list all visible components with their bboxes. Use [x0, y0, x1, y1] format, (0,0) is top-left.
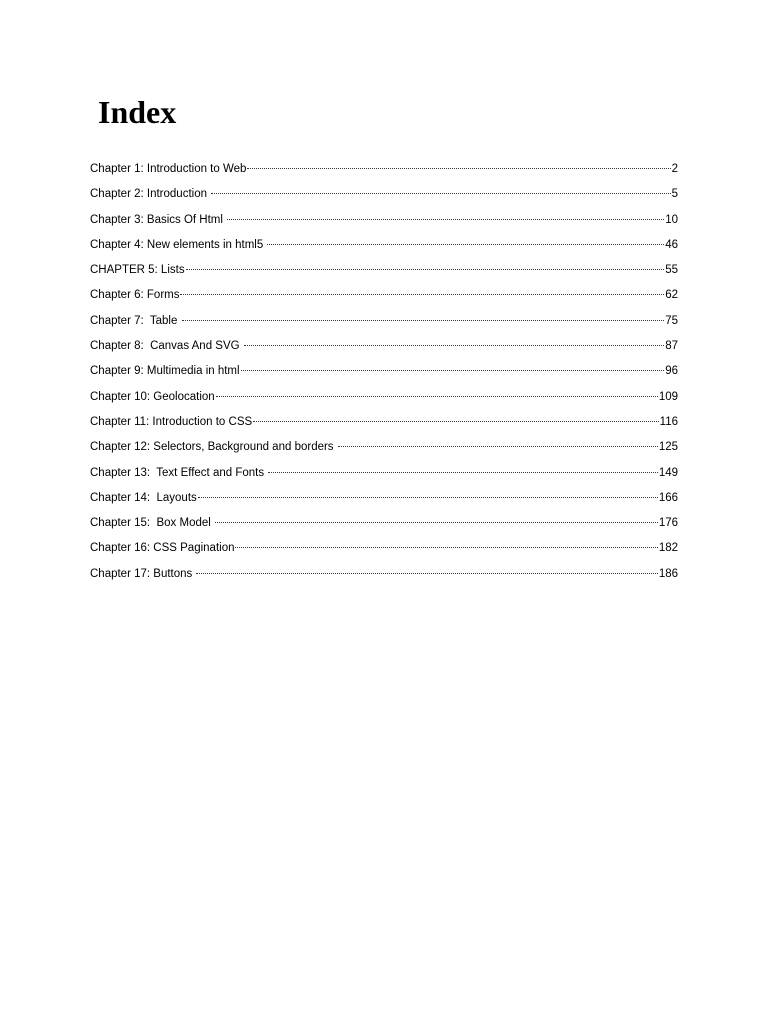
dot-leader — [186, 268, 665, 270]
toc-entry-page-number: 96 — [665, 365, 678, 378]
toc-entry-label: Chapter 14: Layouts — [90, 491, 197, 504]
toc-entry-label: Chapter 7: Table — [90, 314, 181, 327]
toc-entry — [90, 538, 678, 563]
dot-leader — [227, 218, 664, 220]
toc-entry — [90, 564, 678, 589]
toc-entry — [90, 488, 678, 513]
dot-leader — [180, 293, 664, 295]
dot-leader — [267, 243, 664, 245]
dot-leader — [253, 420, 658, 422]
dot-leader — [338, 445, 658, 447]
toc-entry — [90, 210, 678, 235]
toc-entry-label: Chapter 2: Introduction — [90, 188, 211, 201]
dot-leader — [215, 521, 658, 523]
toc-entry-page-number: 10 — [665, 213, 678, 226]
dot-leader — [182, 319, 665, 321]
toc-entry-page-number: 182 — [658, 542, 678, 555]
toc-entry-page-number: 55 — [665, 264, 678, 277]
toc-entry-label: Chapter 3: Basics Of Html — [90, 213, 227, 226]
toc-entry — [90, 361, 678, 386]
toc-entry-label: Chapter 11: Introduction to CSS — [90, 415, 253, 428]
toc-entry-label: Chapter 15: Box Model — [90, 517, 215, 530]
toc-entry-label: Chapter 6: Forms — [90, 289, 180, 302]
toc-entry — [90, 235, 678, 260]
toc-entry-page-number: 87 — [665, 340, 678, 353]
toc-entry-label: Chapter 12: Selectors, Background and borders — [90, 441, 337, 454]
table-of-contents — [90, 159, 678, 589]
dot-leader — [235, 546, 657, 548]
dot-leader — [268, 471, 658, 473]
toc-entry — [90, 311, 678, 336]
toc-entry-label: Chapter 9: Multimedia in html — [90, 365, 240, 378]
dot-leader — [247, 167, 670, 169]
toc-entry-label: Chapter 4: New elements in html5 — [90, 238, 267, 251]
toc-entry — [90, 412, 678, 437]
dot-leader — [198, 496, 658, 498]
dot-leader — [216, 395, 658, 397]
toc-entry-page-number: 125 — [658, 441, 678, 454]
dot-leader — [196, 572, 657, 574]
toc-entry-page-number: 116 — [659, 415, 678, 428]
toc-entry-page-number: 2 — [671, 163, 678, 175]
toc-entry-page-number: 62 — [665, 289, 678, 302]
toc-entry-page-number: 75 — [665, 314, 678, 327]
toc-entry — [90, 513, 678, 538]
toc-entry — [90, 437, 678, 462]
toc-entry-label: CHAPTER 5: Lists — [90, 264, 185, 277]
toc-entry-label: Chapter 16: CSS Pagination — [90, 542, 235, 555]
toc-entry-page-number: 109 — [658, 390, 678, 403]
toc-entry — [90, 463, 678, 488]
toc-entry — [90, 387, 678, 412]
toc-entry-page-number: 5 — [671, 188, 678, 201]
toc-entry — [90, 260, 678, 285]
toc-entry-page-number: 46 — [665, 238, 678, 251]
toc-entry-page-number: 166 — [658, 491, 678, 504]
toc-entry-label: Chapter 10: Geolocation — [90, 390, 215, 403]
toc-entry — [90, 336, 678, 361]
toc-entry-page-number: 186 — [658, 567, 678, 580]
toc-entry — [90, 159, 678, 184]
toc-entry-label: Chapter 8: Canvas And SVG — [90, 340, 243, 353]
dot-leader — [244, 344, 664, 346]
toc-entry-label: Chapter 17: Buttons — [90, 567, 196, 580]
toc-entry-label: Chapter 13: Text Effect and Fonts — [90, 466, 268, 479]
toc-entry-page-number: 149 — [658, 466, 678, 479]
dot-leader — [211, 192, 670, 194]
toc-entry — [90, 285, 678, 310]
toc-entry-page-number: 176 — [658, 517, 678, 530]
toc-entry-label: Chapter 1: Introduction to Web — [90, 163, 247, 175]
toc-entry — [90, 184, 678, 209]
dot-leader — [241, 369, 665, 371]
page-title: Index — [98, 94, 177, 130]
